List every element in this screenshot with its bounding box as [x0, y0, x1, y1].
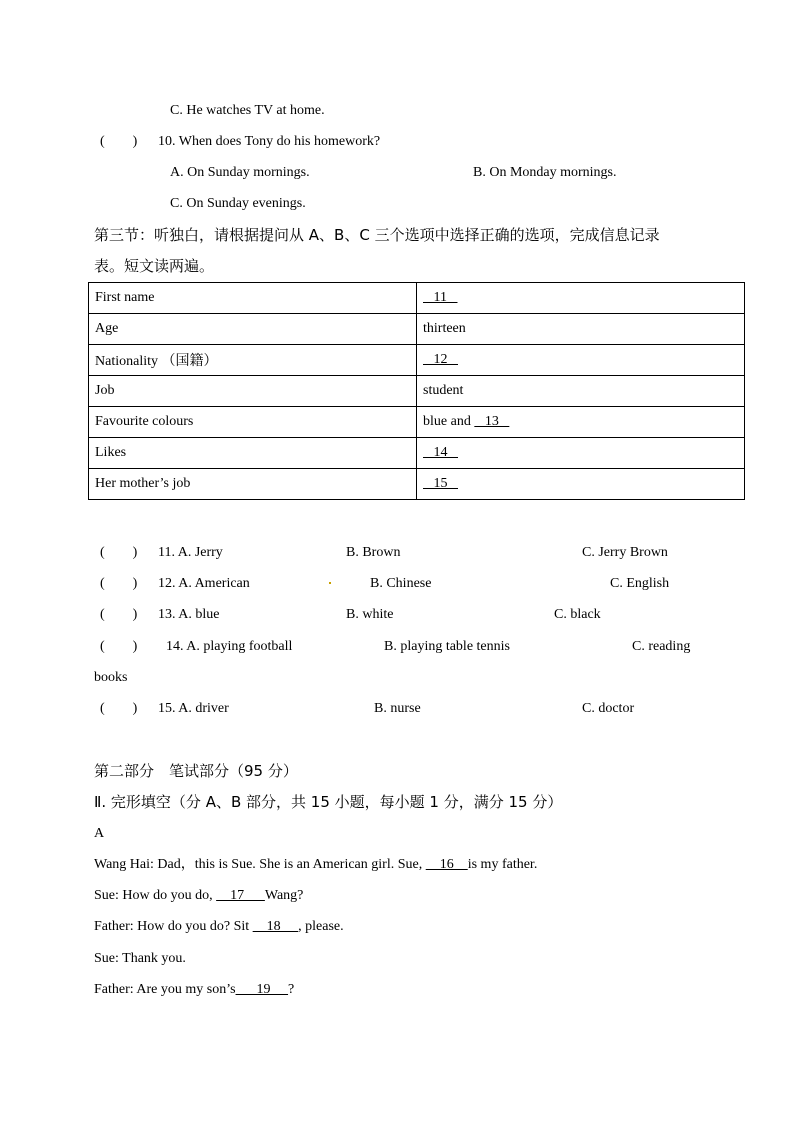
- q11-option-a: 11. A. Jerry: [158, 545, 223, 560]
- blank-13[interactable]: 13: [474, 414, 510, 429]
- row-label: Likes: [89, 438, 417, 469]
- row-label: Nationality （国籍）: [89, 345, 417, 376]
- q14-option-b: B. playing table tennis: [384, 639, 510, 654]
- section3-instruction-line1: 第三节：听独白，请根据提问从 A、B、C 三个选项中选择正确的选项，完成信息记录: [94, 226, 660, 244]
- dialogue-line: Wang Hai: Dad，this is Sue. She is an American girl. Sue, 16 is my father.: [94, 857, 538, 872]
- question-10-stem: 10. When does Tony do his homework?: [158, 134, 381, 149]
- q9-option-c: C. He watches TV at home.: [170, 103, 325, 118]
- cloze-section-heading: Ⅱ. 完形填空（分 A、B 部分，共 15 小题，每小题 1 分，满分 15 分）: [94, 793, 563, 811]
- q13-option-a: 13. A. blue: [158, 607, 220, 622]
- blank-19[interactable]: 19: [235, 982, 289, 997]
- stray-dot: [329, 582, 331, 584]
- row-value: [417, 469, 745, 500]
- table-row: [89, 469, 745, 500]
- q15-option-b: B. nurse: [374, 701, 421, 716]
- answer-paren[interactable]: ( ): [100, 134, 138, 149]
- cloze-part-a-label: A: [94, 826, 105, 841]
- row-label: First name: [89, 283, 417, 314]
- table-row: [89, 314, 745, 345]
- info-record-table: [88, 282, 745, 500]
- table-row: [89, 345, 745, 376]
- q15-option-c: C. doctor: [582, 701, 635, 716]
- q15-option-a: 15. A. driver: [158, 701, 229, 716]
- q13-option-c: C. black: [554, 607, 601, 622]
- q12-option-a: 12. A. American: [158, 576, 250, 591]
- q12-option-b: B. Chinese: [370, 576, 432, 591]
- value-prefix: blue and: [423, 414, 475, 429]
- blank-15[interactable]: 15: [423, 476, 458, 491]
- dialogue-line: Father: Are you my son’s 19 ?: [94, 982, 295, 997]
- row-label: Her mother’s job: [89, 469, 417, 500]
- dialogue-line: Sue: Thank you.: [94, 951, 186, 966]
- row-value: student: [417, 376, 745, 407]
- q12-option-c: C. English: [610, 576, 670, 591]
- answer-paren[interactable]: ( ): [100, 607, 138, 622]
- part2-title: 第二部分 笔试部分（95 分）: [94, 762, 298, 780]
- section3-instruction-line2: 表。短文读两遍。: [94, 257, 215, 275]
- table-row: [89, 438, 745, 469]
- blank-17[interactable]: 17: [216, 888, 265, 903]
- blank-14[interactable]: 14: [423, 445, 458, 460]
- dialogue-line: Sue: How do you do, 17 Wang?: [94, 888, 304, 903]
- row-value: [417, 438, 745, 469]
- answer-paren[interactable]: ( ): [100, 701, 138, 716]
- table-row: [89, 407, 745, 438]
- q13-option-b: B. white: [346, 607, 394, 622]
- blank-12[interactable]: 12: [423, 352, 458, 367]
- q14-option-c: C. reading: [632, 639, 691, 654]
- q11-option-c: C. Jerry Brown: [582, 545, 668, 560]
- blank-16[interactable]: 16: [425, 857, 468, 872]
- table-row: [89, 376, 745, 407]
- blank-18[interactable]: 18: [252, 919, 299, 934]
- q10-option-a: A. On Sunday mornings.: [170, 165, 310, 180]
- row-value: [417, 283, 745, 314]
- answer-paren[interactable]: ( ): [100, 545, 138, 560]
- q10-option-b: B. On Monday mornings.: [473, 165, 617, 180]
- row-value: [417, 345, 745, 376]
- table-row: [89, 283, 745, 314]
- row-value: [417, 407, 745, 438]
- answer-paren[interactable]: ( ): [100, 576, 138, 591]
- q14-option-a: 14. A. playing football: [166, 639, 293, 654]
- q11-option-b: B. Brown: [346, 545, 401, 560]
- row-label: Favourite colours: [89, 407, 417, 438]
- row-value: thirteen: [417, 314, 745, 345]
- answer-paren[interactable]: ( ): [100, 639, 138, 654]
- dialogue-line: Father: How do you do? Sit 18 , please.: [94, 919, 344, 934]
- row-label: Age: [89, 314, 417, 345]
- q14-option-c-continued: books: [94, 670, 128, 685]
- row-label: Job: [89, 376, 417, 407]
- blank-11[interactable]: 11: [423, 290, 458, 305]
- q10-option-c: C. On Sunday evenings.: [170, 196, 306, 211]
